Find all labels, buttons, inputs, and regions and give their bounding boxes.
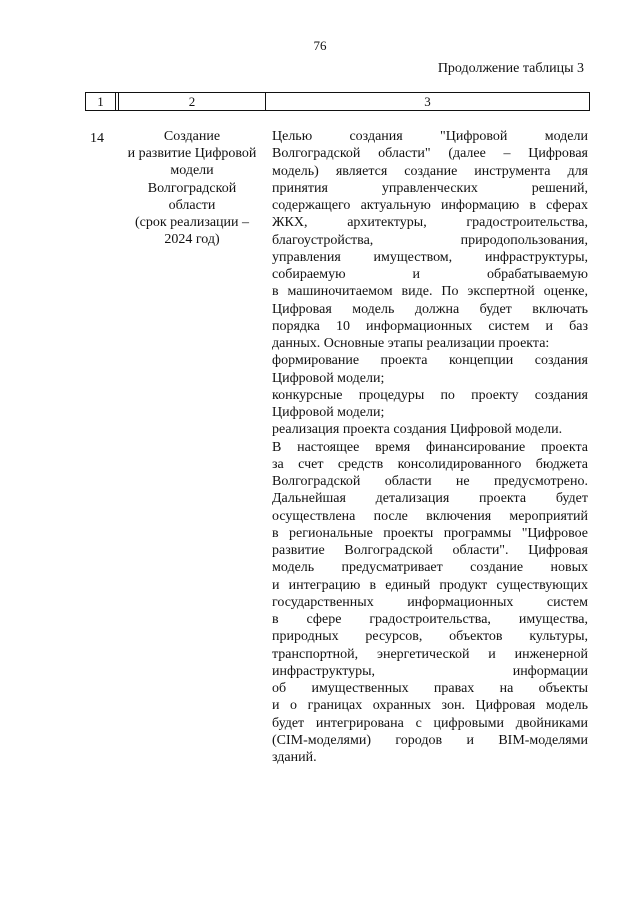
description-line: принятия управленческих решений,	[272, 180, 588, 196]
description-line: Цифровой модели;	[272, 405, 385, 420]
description-line: благоустройства, природопользования,	[272, 232, 588, 248]
description-line: в машиночитаемом виде. По экспертной оценке,	[272, 284, 588, 300]
table-header-col-2: 2	[188, 94, 196, 109]
table-header-row	[86, 92, 590, 111]
row-number: 14	[90, 131, 104, 146]
project-description-cell	[272, 128, 588, 766]
description-line: зданий.	[272, 750, 317, 765]
table-border	[115, 92, 116, 111]
page-number: 76	[313, 38, 327, 53]
description-line: порядка 10 информационных систем и баз	[272, 318, 588, 334]
description-line: об имущественных правах на объекты	[272, 681, 588, 696]
description-line: ЖКХ, архитектуры, градостроительства,	[272, 215, 588, 231]
table-continuation-caption: Продолжение таблицы 3	[437, 61, 584, 76]
description-line: Целью создания "Цифровой модели	[272, 129, 588, 144]
description-line: Волгоградской области" (далее – Цифровая	[272, 146, 588, 162]
description-line: формирование проекта концепции создания	[272, 353, 588, 369]
project-name-cell	[120, 128, 264, 248]
description-line: Волгоградской области не предусмотрено.	[272, 474, 588, 489]
description-line: модель предусматривает создание новых	[272, 560, 588, 576]
project-name-line: (срок реализации –	[134, 215, 250, 231]
project-name-line: и развитие Цифровой	[127, 146, 257, 162]
project-name-line: 2024 год)	[164, 232, 220, 248]
project-name-line: Создание	[163, 129, 221, 144]
description-line: государственных информационных систем	[272, 594, 588, 610]
description-line: развитие Волгоградской области". Цифровая	[272, 543, 588, 558]
description-line: (CIM-моделями) городов и BIM-моделями	[272, 732, 588, 748]
description-line: реализация проекта создания Цифровой модели.	[272, 422, 563, 438]
description-line: в сфере градостроительства, имущества,	[272, 612, 588, 627]
table-border	[589, 92, 590, 111]
project-name-line: Волгоградской	[147, 180, 237, 196]
description-line: в региональные проекты программы "Цифровое	[272, 525, 588, 541]
description-line: осуществлена после включения мероприятий	[272, 508, 588, 524]
description-line: и интеграцию в единый продукт существующих	[272, 577, 588, 593]
description-line: Цифровой модели;	[272, 370, 385, 386]
description-line: модель) является создание инструмента для	[272, 163, 588, 179]
description-line: инфраструктуры, информации	[272, 663, 588, 679]
description-line: природных ресурсов, объектов культуры,	[272, 629, 588, 645]
description-line: содержащего актуальную информацию в сферах	[272, 198, 588, 213]
description-line: Цифровая модель должна будет включать	[272, 301, 588, 317]
description-line: транспортной, энергетической и инженерной	[272, 646, 588, 662]
description-line: конкурсные процедуры по проекту создания	[272, 387, 588, 403]
description-line: будет интегрирована с цифровыми двойниками	[272, 715, 588, 731]
description-line: и о границах охранных зон. Цифровая модель	[272, 698, 588, 714]
table-header-col-3: 3	[424, 94, 431, 109]
description-line: собираемую и обрабатываемую	[272, 267, 588, 282]
description-line: управления имуществом, инфраструктуры,	[272, 249, 588, 265]
project-name-line: модели	[170, 163, 214, 179]
description-line: данных. Основные этапы реализации проекта:	[272, 336, 550, 351]
table-header-col-1: 1	[97, 94, 104, 109]
description-line: Дальнейшая детализация проекта будет	[272, 491, 588, 507]
project-name-line: области	[168, 197, 216, 213]
description-line: за счет средств консолидированного бюджета	[272, 456, 588, 472]
description-line: В настоящее время финансирование проекта	[272, 439, 588, 455]
